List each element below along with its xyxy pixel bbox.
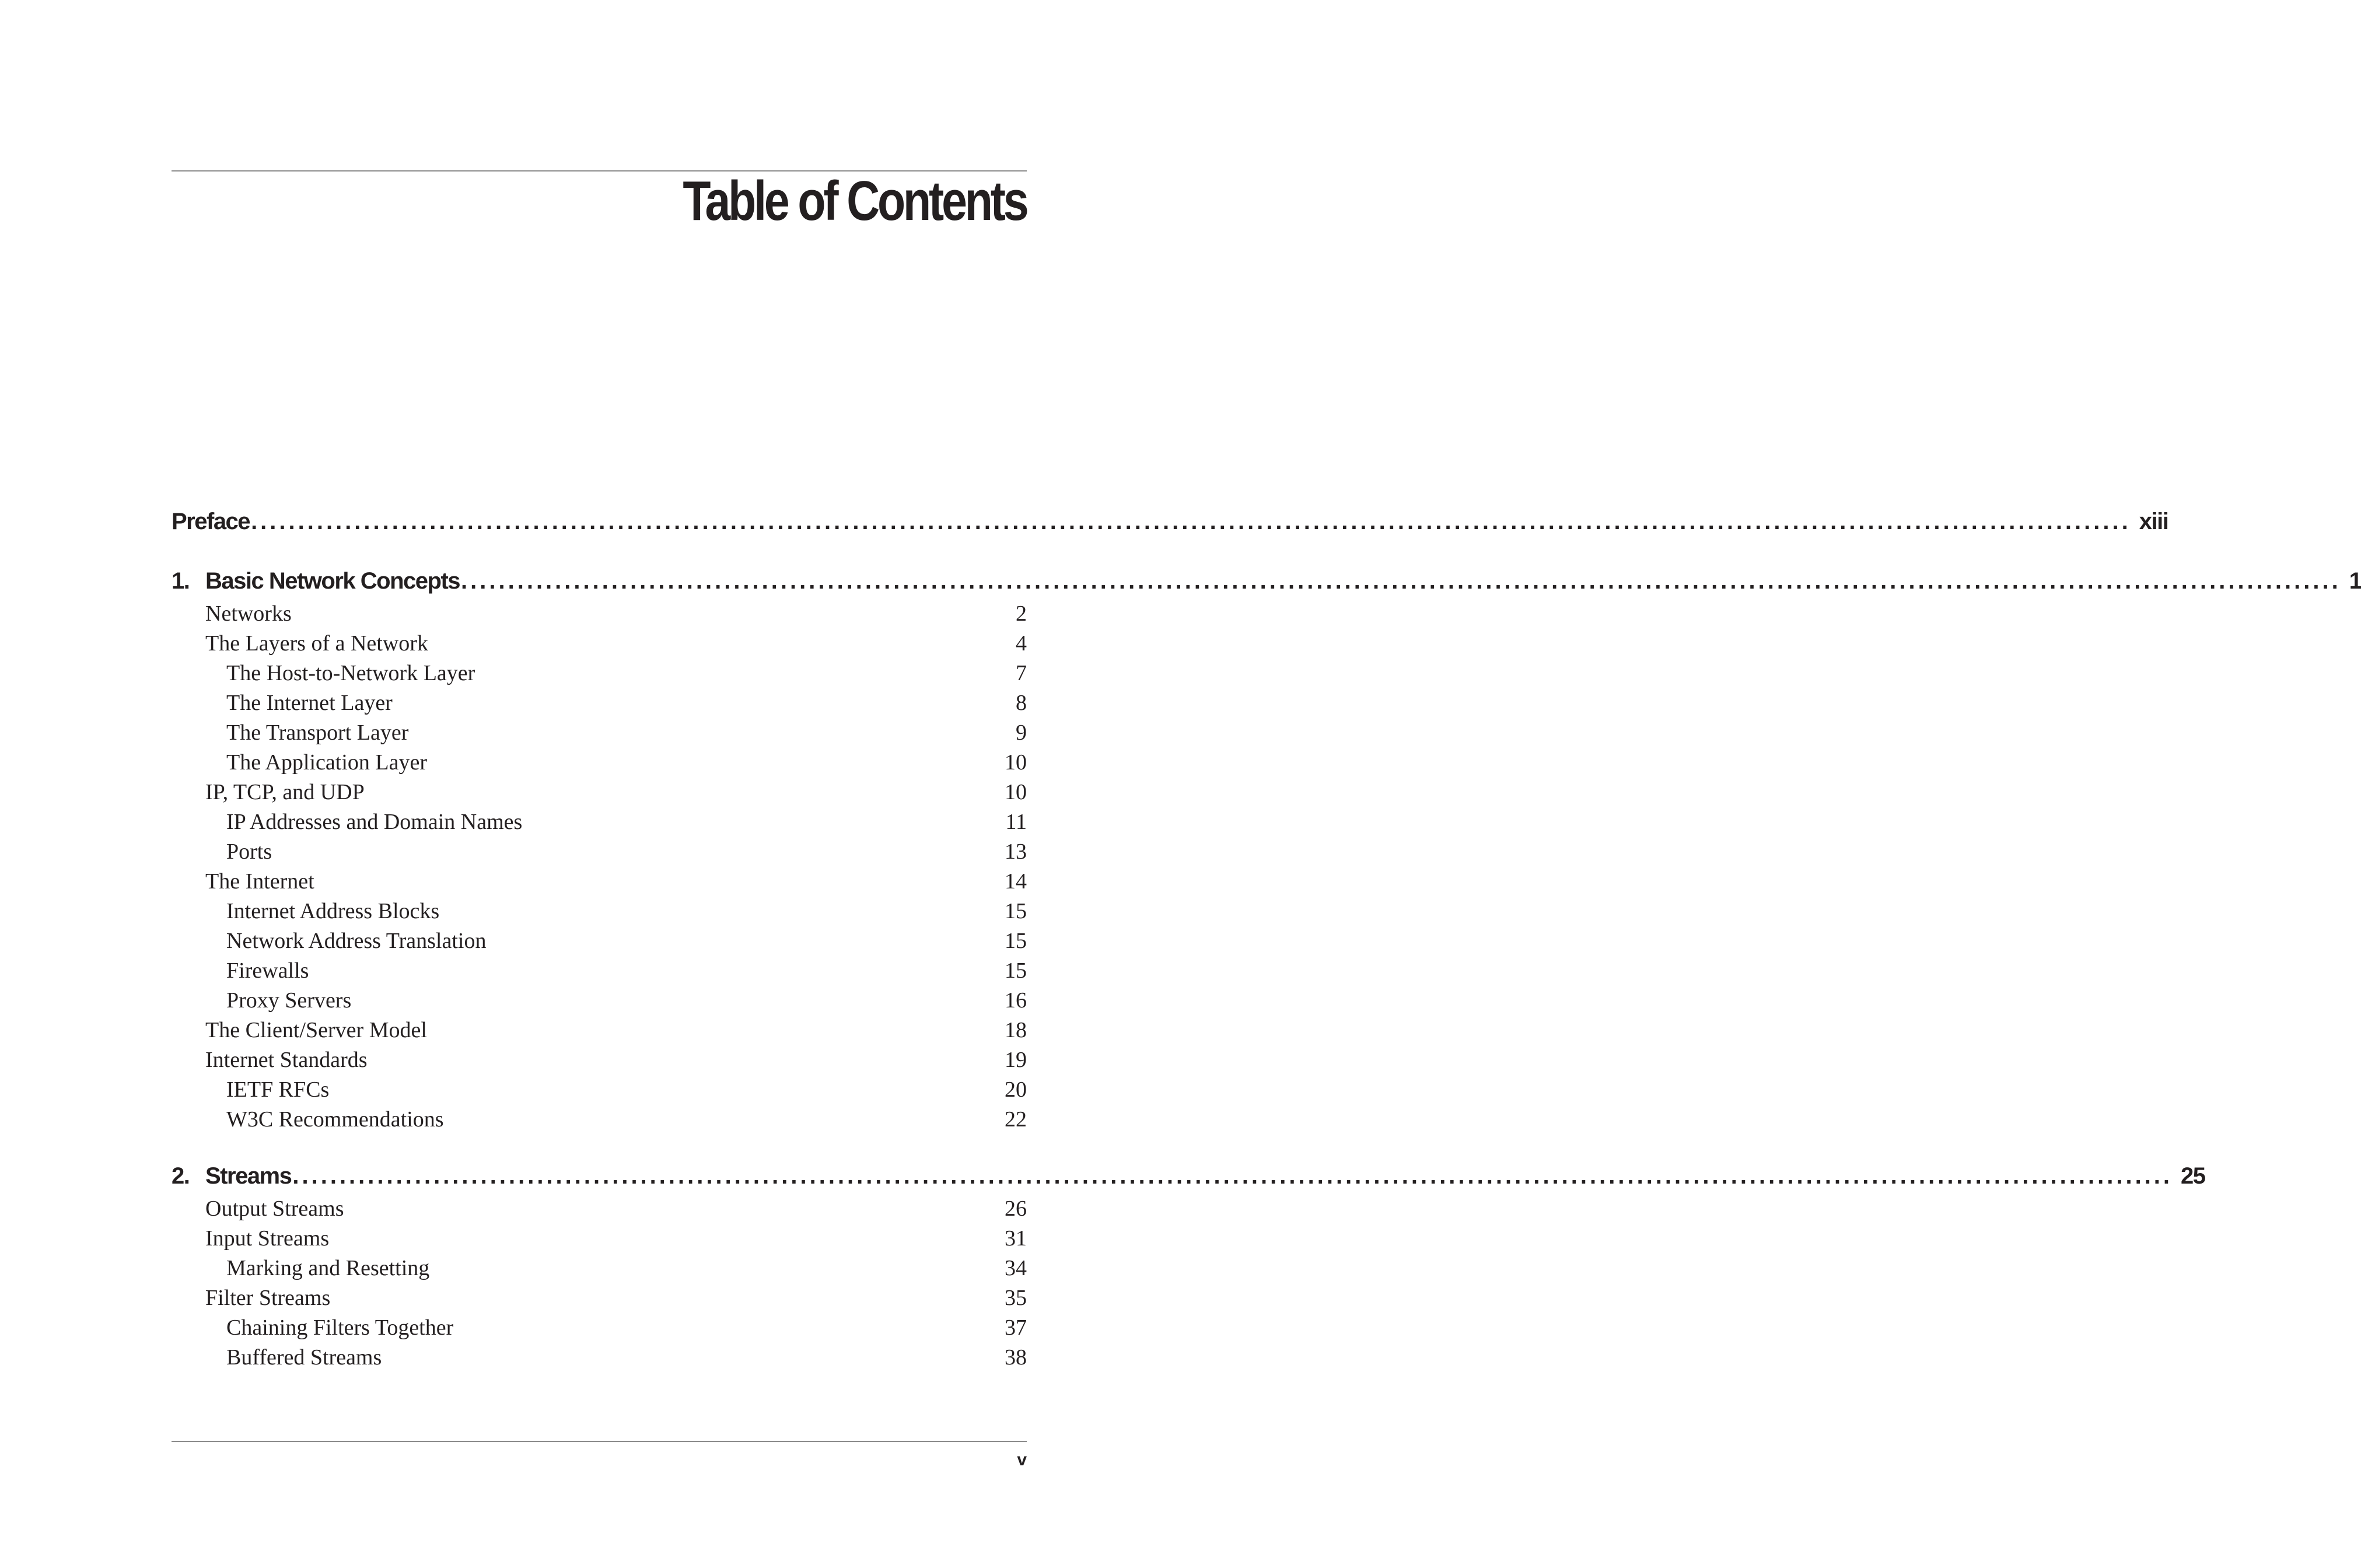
- chapter-title: Basic Network Concepts: [205, 568, 460, 594]
- chapter-title: Streams: [205, 1163, 292, 1189]
- section-page: 7: [1016, 661, 1027, 685]
- section-title: The Layers of a Network: [205, 631, 428, 656]
- section-page: 11: [1005, 810, 1027, 834]
- section-page: 16: [1005, 988, 1027, 1013]
- section-title: Input Streams: [205, 1226, 330, 1251]
- section-page: 19: [1005, 1048, 1027, 1072]
- preface-title: Preface: [172, 509, 250, 534]
- section-title: Buffered Streams: [226, 1345, 382, 1370]
- section-page: 20: [1005, 1077, 1027, 1102]
- section-page: 8: [1016, 691, 1027, 715]
- section-title: IP Addresses and Domain Names: [226, 810, 523, 834]
- toc-subsection-firewalls[interactable]: [226, 958, 1027, 988]
- section-page: 14: [1005, 869, 1027, 894]
- section-title: The Client/Server Model: [205, 1018, 427, 1042]
- chapter-number: 2.: [172, 1163, 190, 1189]
- section-title: The Transport Layer: [226, 720, 409, 745]
- section-title: Chaining Filters Together: [226, 1315, 454, 1340]
- section-title: The Internet: [205, 869, 314, 894]
- section-page: 22: [1005, 1107, 1027, 1132]
- toc-subsection-transport-layer[interactable]: [226, 720, 1027, 750]
- toc-subsection-buffered-streams[interactable]: [226, 1345, 1027, 1374]
- toc-subsection-chaining-filters[interactable]: [226, 1315, 1027, 1345]
- section-page: 13: [1005, 839, 1027, 864]
- section-title: Internet Address Blocks: [226, 899, 440, 923]
- toc-chapter-1[interactable]: [172, 568, 2361, 601]
- bottom-rule: [172, 1441, 1027, 1442]
- page-title: Table of Contents: [683, 170, 1027, 232]
- toc-chapter-2[interactable]: [172, 1163, 2205, 1196]
- section-title: Internet Standards: [205, 1048, 368, 1072]
- dot-leader: ........................................................................................................................................................................................................: [461, 568, 2341, 594]
- section-page: 37: [1005, 1315, 1027, 1340]
- chapter-number: 1.: [172, 568, 190, 594]
- section-page: 26: [1005, 1196, 1027, 1221]
- toc-subsection-host-to-network[interactable]: [226, 660, 1027, 690]
- section-title: Network Address Translation: [226, 929, 487, 953]
- section-title: Marking and Resetting: [226, 1256, 430, 1280]
- toc-section-the-internet[interactable]: [205, 869, 1027, 898]
- toc-subsection-marking-resetting[interactable]: [226, 1255, 1027, 1285]
- toc-section-input-streams[interactable]: [205, 1226, 1027, 1255]
- preface-page: xiii: [2139, 509, 2168, 534]
- section-page: 31: [1005, 1226, 1027, 1251]
- section-page: 34: [1005, 1256, 1027, 1280]
- toc-subsection-ports[interactable]: [226, 839, 1027, 869]
- toc-subsection-w3c[interactable]: [226, 1107, 1027, 1136]
- section-title: The Application Layer: [226, 750, 427, 775]
- chapter-page: 25: [2181, 1163, 2205, 1189]
- toc-subsection-address-blocks[interactable]: [226, 898, 1027, 928]
- section-title: Proxy Servers: [226, 988, 352, 1013]
- section-page: 4: [1016, 631, 1027, 656]
- section-page: 15: [1005, 929, 1027, 953]
- section-title: Ports: [226, 839, 272, 864]
- toc-subsection-internet-layer[interactable]: [226, 690, 1027, 720]
- dot-leader: ........................................................................................................................................................................................................: [251, 509, 2131, 534]
- section-page: 35: [1005, 1286, 1027, 1310]
- toc-section-layers-of-network[interactable]: [205, 631, 1027, 660]
- toc-subsection-proxy-servers[interactable]: [226, 988, 1027, 1017]
- section-title: Networks: [205, 601, 292, 626]
- section-title: Firewalls: [226, 958, 309, 983]
- page-folio: v: [1017, 1450, 1027, 1469]
- toc-subsection-application-layer[interactable]: [226, 750, 1027, 779]
- section-title: W3C Recommendations: [226, 1107, 444, 1132]
- section-title: The Internet Layer: [226, 691, 393, 715]
- toc-subsection-ietf-rfcs[interactable]: [226, 1077, 1027, 1107]
- chapter-page: 1: [2349, 568, 2361, 594]
- section-title: IETF RFCs: [226, 1077, 330, 1102]
- section-title: The Host-to-Network Layer: [226, 661, 475, 685]
- section-page: 9: [1016, 720, 1027, 745]
- section-page: 10: [1005, 750, 1027, 775]
- toc-section-internet-standards[interactable]: [205, 1047, 1027, 1077]
- toc-subsection-ip-addresses[interactable]: [226, 809, 1027, 839]
- toc-section-ip-tcp-udp[interactable]: [205, 779, 1027, 809]
- section-page: 2: [1016, 601, 1027, 626]
- section-page: 18: [1005, 1018, 1027, 1042]
- toc-section-networks[interactable]: [205, 601, 1027, 631]
- toc-section-output-streams[interactable]: [205, 1196, 1027, 1226]
- toc-section-client-server[interactable]: [205, 1017, 1027, 1047]
- section-page: 10: [1005, 780, 1027, 804]
- toc-subsection-nat[interactable]: [226, 928, 1027, 958]
- toc-preface-entry[interactable]: [172, 509, 2168, 541]
- section-title: IP, TCP, and UDP: [205, 780, 365, 804]
- section-page: 15: [1005, 958, 1027, 983]
- section-page: 38: [1005, 1345, 1027, 1370]
- section-page: 15: [1005, 899, 1027, 923]
- section-title: Output Streams: [205, 1196, 344, 1221]
- section-title: Filter Streams: [205, 1286, 331, 1310]
- toc-section-filter-streams[interactable]: [205, 1285, 1027, 1315]
- dot-leader: ........................................................................................................................................................................................................: [292, 1163, 2173, 1189]
